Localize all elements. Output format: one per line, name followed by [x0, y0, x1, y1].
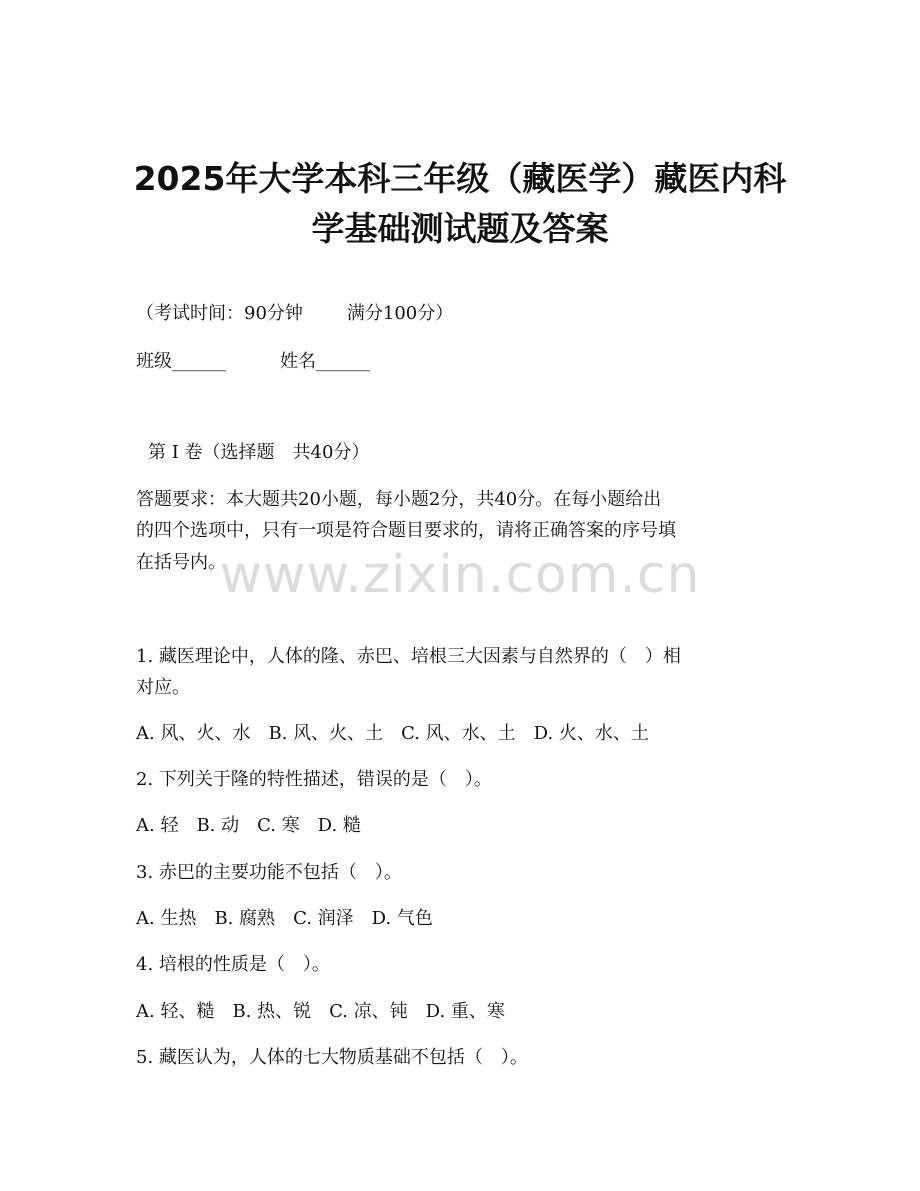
question-3-stem: 3. 赤巴的主要功能不包括（ ）。: [136, 862, 402, 883]
watermark-text: www.zixin.com.cn: [219, 545, 701, 605]
document-title-line-2: 学基础测试题及答案: [311, 209, 609, 248]
instructions-line-3: 在括号内。: [136, 552, 226, 573]
exam-score: 满分100分）: [346, 303, 454, 324]
question-5-stem: 5. 藏医认为，人体的七大物质基础不包括（ ）。: [136, 1047, 528, 1068]
question-4-stem: 4. 培根的性质是（ ）。: [136, 954, 330, 975]
instructions-line-1: 答题要求：本大题共20小题，每小题2分，共40分。在每小题给出: [136, 489, 662, 510]
question-3-options: A. 生热 B. 腐熟 C. 润泽 D. 气色: [136, 908, 433, 929]
section-heading: 第 I 卷（选择题 共40分）: [148, 442, 370, 463]
question-1-stem-line-1: 1. 藏医理论中，人体的隆、赤巴、培根三大因素与自然界的（ ）相: [136, 646, 681, 667]
question-4-options: A. 轻、糙 B. 热、锐 C. 凉、钝 D. 重、寒: [136, 1001, 505, 1022]
document-title-line-1: 2025年大学本科三年级（藏医学）藏医内科: [133, 159, 787, 198]
question-1-stem-line-2: 对应。: [136, 677, 190, 698]
class-field: 班级______: [136, 351, 226, 372]
question-1-options: A. 风、火、水 B. 风、火、土 C. 风、水、土 D. 火、水、土: [136, 723, 649, 744]
instructions-line-2: 的四个选项中，只有一项是符合题目要求的，请将正确答案的序号填: [136, 520, 676, 541]
name-field: 姓名______: [280, 351, 370, 372]
question-2-stem: 2. 下列关于隆的特性描述，错误的是（ ）。: [136, 769, 492, 790]
student-info: [136, 351, 786, 373]
exam-time: （考试时间：90分钟: [136, 303, 303, 324]
exam-info: [136, 303, 786, 325]
question-2-options: A. 轻 B. 动 C. 寒 D. 糙: [136, 815, 361, 836]
